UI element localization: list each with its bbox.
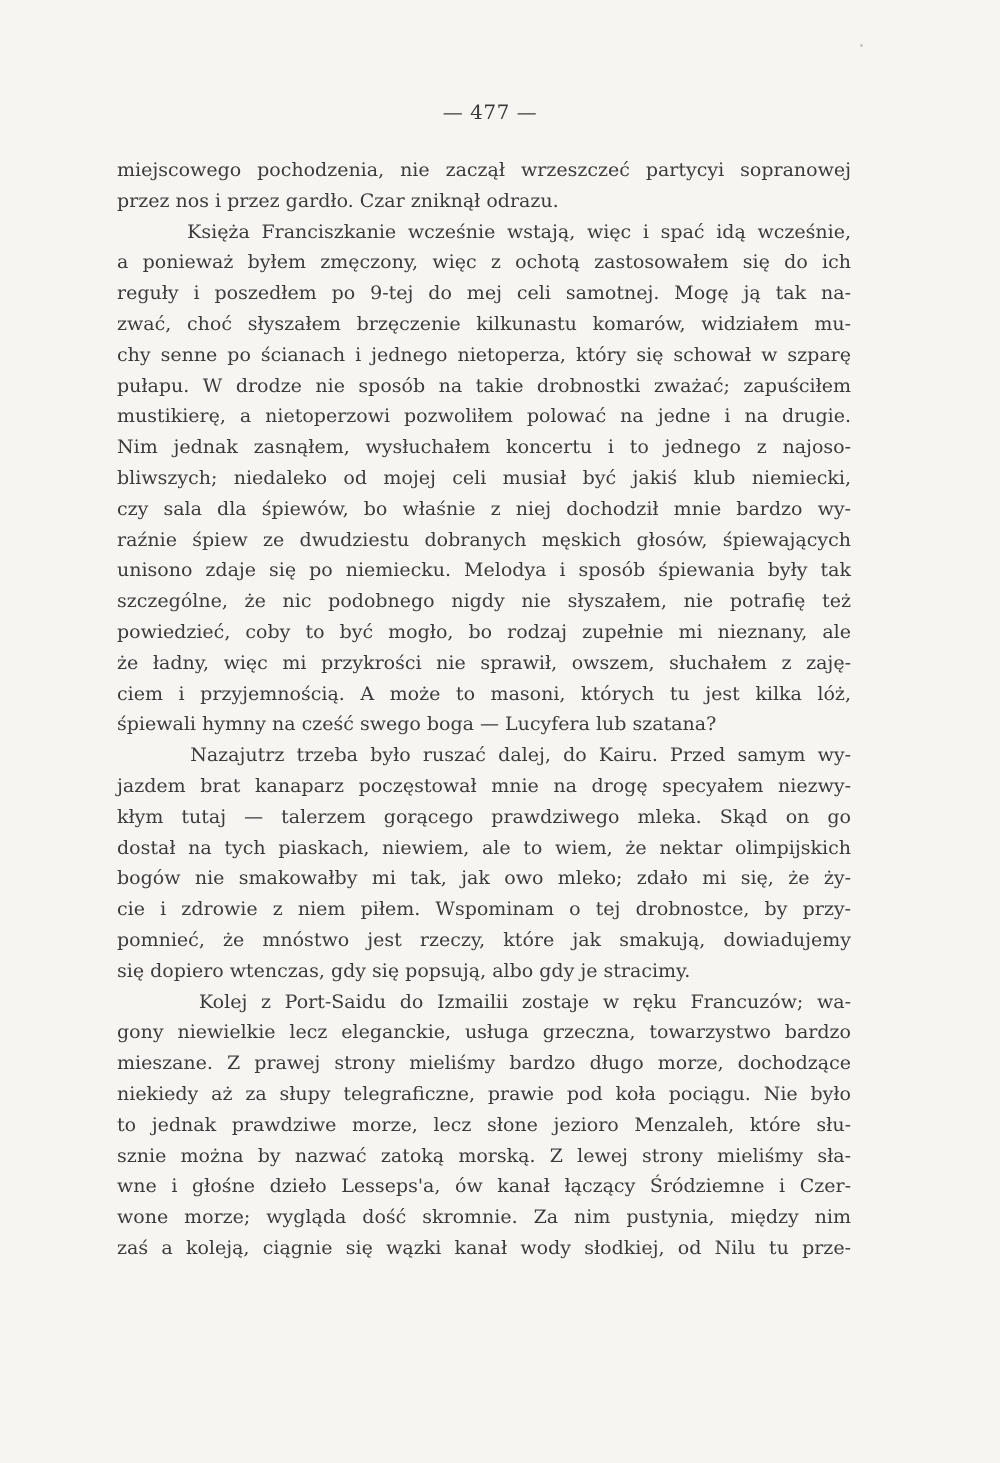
text-line: sznie można by nazwać zatoką morską. Z lewej strony mieliśmy sła- [117,1144,851,1167]
text-line: Nim jednak zasnąłem, wysłuchałem koncertu i to jednego z najoso- [117,436,851,459]
text-line: wne i głośne dzieło Lesseps'a, ów kanał łączący Śródziemne i Czer- [117,1175,851,1198]
text-line: powiedzieć, coby to być mogło, bo rodzaj zupełnie mi nieznany, ale [117,620,851,643]
body-text [117,155,851,1264]
text-line: gony niewielkie lecz eleganckie, usługa grzeczna, towarzystwo bardzo [117,1021,851,1044]
text-line: niekiedy aż za słupy telegraficzne, prawie pod koła pociągu. Nie było [117,1082,851,1105]
text-line: Nazajutrz trzeba było ruszać dalej, do Kairu. Przed samym wy- [117,744,851,767]
text-line: jazdem brat kanaparz poczęstował mnie na drogę specyałem niezwy- [117,774,851,797]
page-number: — 477 — [442,100,538,124]
text-line: wone morze; wygląda dość skromnie. Za nim pustynia, między nim [117,1206,851,1229]
text-line: mustikierę, a nietoperzowi pozwoliłem polować na jedne i na drugie. [117,405,851,428]
text-line: miejscowego pochodzenia, nie zaczął wrzeszczeć partycyi sopranowej [117,159,851,181]
text-line: Księża Franciszkanie wcześnie wstają, więc i spać idą wcześnie, [117,220,851,243]
text-line: pułapu. W drodze nie sposób na takie drobnostki zważać; zapuściłem [117,374,851,397]
text-line: dostał na tych piaskach, niewiem, ale to wiem, że nektar olimpijskich [117,836,851,859]
text-line: cie i zdrowie z niem piłem. Wspominam o tej drobnostce, by przy- [117,898,851,921]
text-line: to jednak prawdziwe morze, lecz słone jezioro Menzaleh, które słu- [117,1113,851,1136]
text-line: mieszane. Z prawej strony mieliśmy bardzo długo morze, dochodzące [117,1052,851,1075]
text-line: bogów nie smakowałby mi tak, jak owo mleko; zdało mi się, że ży- [117,867,851,890]
text-line: pomnieć, że mnóstwo jest rzeczy, które jak smakują, dowiadujemy [117,928,851,951]
text-line: zaś a koleją, ciągnie się wązki kanał wody słodkiej, od Nilu tu prze- [117,1236,851,1259]
text-line: że ładny, więc mi przykrości nie sprawił, owszem, słuchałem z zaję- [117,651,851,674]
text-line: śpiewali hymny na cześć swego boga — Lucyfera lub szatana? [117,713,717,736]
text-line: szczególne, że nic podobnego nigdy nie słyszałem, nie potrafię też [117,590,851,613]
text-line: a ponieważ byłem zmęczony, więc z ochotą zastosowałem się do ich [117,251,851,274]
text-line: Kolej z Port-Saidu do Izmailii zostaje w ręku Francuzów; wa- [117,990,851,1013]
text-line: się dopiero wtenczas, gdy się popsują, albo gdy je stracimy. [117,959,691,982]
text-line: ciem i przyjemnością. A może to masoni, których tu jest kilka lóż, [117,682,851,705]
text-line: przez nos i przez gardło. Czar zniknął odrazu. [117,189,559,212]
text-line: zwać, choć słyszałem brzęczenie kilkunastu komarów, widziałem mu- [117,312,851,335]
text-line: czy sala dla śpiewów, bo właśnie z niej dochodził mnie bardzo wy- [117,497,851,520]
text-line: bliwszych; niedaleko od mojej celi musiał być jakiś klub niemiecki, [117,466,851,489]
text-line: unisono zdaje się po niemiecku. Melodya i sposób śpiewania były tak [117,559,851,582]
paper-speck [860,44,863,47]
text-line: reguły i poszedłem po 9-tej do mej celi samotnej. Mogę ją tak na- [117,282,851,305]
text-line: raźnie śpiew ze dwudziestu dobranych męskich głosów, śpiewających [117,528,851,551]
text-line: chy senne po ścianach i jednego nietoperza, który się schował w szparę [117,343,851,366]
text-line: kłym tutaj — talerzem gorącego prawdziwego mleka. Skąd on go [117,805,851,828]
